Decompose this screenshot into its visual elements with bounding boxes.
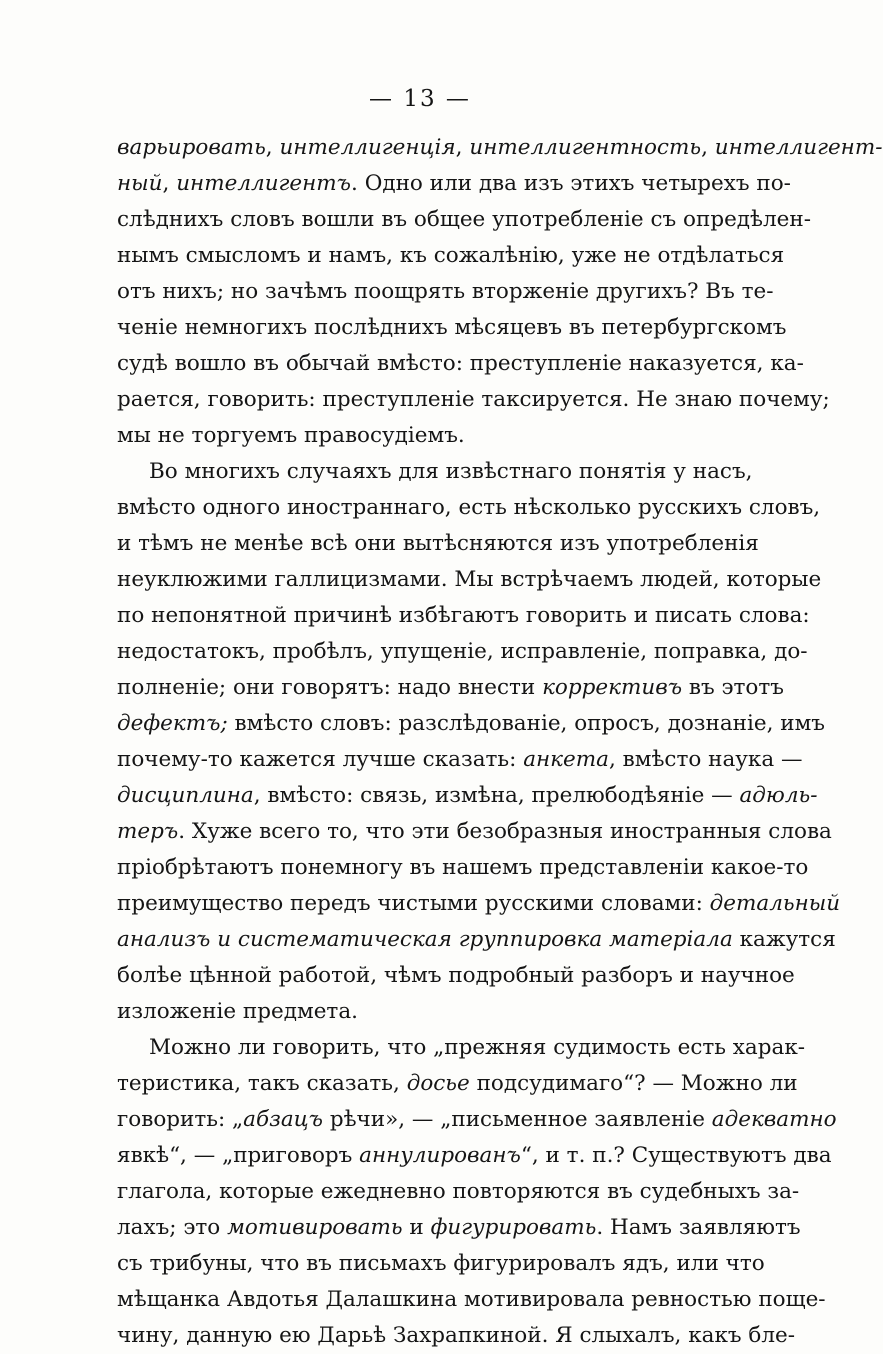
italic-term: адюль- (739, 783, 818, 808)
text-line (117, 562, 822, 598)
italic-term: досье (406, 1071, 470, 1096)
text-line (117, 202, 811, 238)
italic-term: дисциплина (117, 783, 254, 808)
text-line (117, 958, 795, 994)
text-line (117, 1318, 795, 1354)
text-segment: . Хуже всего то, что эти безобразныя иностранныя слова (178, 819, 832, 844)
italic-term: мотивировать (227, 1215, 403, 1240)
text-segment: рается, говорить: преступленіе таксируется. Не знаю почему; (117, 387, 830, 412)
italic-term: адекватно (711, 1107, 837, 1132)
text-line (117, 1138, 832, 1174)
text-line (117, 274, 774, 310)
text-segment: , вмѣсто наука — (608, 747, 803, 772)
text-segment: отъ нихъ; но зачѣмъ поощрять вторженіе другихъ? Въ те- (117, 279, 774, 304)
text-line (117, 634, 808, 670)
text-line (117, 922, 836, 958)
text-line (117, 1174, 800, 1210)
text-segment: чину, данную ею Дарьѣ Захрапкиной. Я слыхалъ, какъ бле- (117, 1323, 795, 1348)
text-segment: , (162, 171, 177, 196)
text-segment: . Намъ заявляютъ (596, 1215, 801, 1240)
text-segment: болѣе цѣнной работой, чѣмъ подробный разборъ и научное (117, 963, 795, 988)
italic-term: интеллигент- (714, 135, 883, 160)
italic-term: анкета (523, 747, 609, 772)
text-line (117, 742, 803, 778)
italic-term: интеллигентность (469, 135, 702, 160)
text-segment: лахъ; это (117, 1215, 228, 1240)
text-line (117, 346, 804, 382)
page-number: — 13 — (369, 86, 471, 112)
text-segment: и (402, 1215, 431, 1240)
text-segment: “, и т. п.? Существуютъ два (520, 1143, 832, 1168)
italic-term: фигурировать (430, 1215, 597, 1240)
text-segment: , (701, 135, 715, 160)
italic-term: абзацъ (243, 1107, 323, 1132)
text-segment: ченіе немногихъ послѣднихъ мѣсяцевъ въ петербургскомъ (117, 315, 787, 340)
text-segment: преимущество передъ чистыми русскими словами: (117, 891, 710, 916)
text-line (117, 490, 821, 526)
text-segment: вмѣсто одного иностраннаго, есть нѣсколько русскихъ словъ, (117, 495, 821, 520)
italic-term: дефектъ; (117, 711, 228, 736)
text-segment: полненіе; они говорятъ: надо внести (117, 675, 543, 700)
text-line (117, 598, 810, 634)
text-line (117, 418, 727, 454)
text-line (117, 886, 841, 922)
text-line (117, 814, 832, 850)
text-line (117, 1246, 765, 1282)
text-segment: . Одно или два изъ этихъ четырехъ по- (351, 171, 791, 196)
text-line (117, 670, 784, 706)
text-segment: , вмѣсто: связь, измѣна, прелюбодѣяніе — (253, 783, 740, 808)
body-text (117, 130, 883, 1354)
text-line (117, 1210, 801, 1246)
text-segment: говорить: „ (117, 1107, 244, 1132)
text-line (117, 310, 787, 346)
text-segment: съ трибуны, что въ письмахъ фигурировалъ ядъ, или что (117, 1251, 765, 1276)
text-segment: теристика, такъ сказать, (117, 1071, 407, 1096)
text-segment: неуклюжими галлицизмами. Мы встрѣчаемъ людей, которые (117, 567, 822, 592)
text-segment: глагола, которые ежедневно повторяются въ судебныхъ за- (117, 1179, 800, 1204)
italic-term: детальный (709, 891, 841, 916)
text-segment: , (455, 135, 470, 160)
text-segment: вмѣсто словъ: разслѣдованіе, опросъ, дознаніе, имъ (227, 711, 825, 736)
text-segment: слѣднихъ словъ вошли въ общее употребленіе съ опредѣлен- (117, 207, 811, 232)
text-line (117, 382, 830, 418)
text-line (117, 1066, 798, 1102)
italic-term: интеллигенція (279, 135, 456, 160)
italic-term: варьировать (117, 135, 266, 160)
text-line (117, 1102, 837, 1138)
text-segment: Можно ли говорить, что „прежняя судимость есть харак- (149, 1035, 806, 1060)
text-segment: Во многихъ случаяхъ для извѣстнаго понятія у насъ, (149, 459, 753, 484)
text-segment: пріобрѣтаютъ понемногу въ нашемъ представленіи какое-то (117, 855, 809, 880)
text-segment: изложеніе предмета. (117, 999, 358, 1024)
text-segment: почему-то кажется лучше сказать: (117, 747, 524, 772)
text-segment: и тѣмъ не менѣе всѣ они вытѣсняются изъ употребленія (117, 531, 759, 556)
text-segment: подсудимаго“? — Можно ли (469, 1071, 798, 1096)
italic-term: анализъ и систематическая группировка матеріала (117, 927, 733, 952)
text-segment: , (265, 135, 280, 160)
text-segment: мѣщанка Авдотья Далашкина мотивировала ревностью поще- (117, 1287, 826, 1312)
text-segment: явкѣ“, — „приговоръ (117, 1143, 360, 1168)
italic-term: аннулированъ (359, 1143, 521, 1168)
italic-term: ный (117, 171, 163, 196)
text-line (117, 994, 727, 1030)
text-segment: мы не торгуемъ правосудіемъ. (117, 423, 465, 448)
text-line (117, 454, 753, 490)
text-line (117, 778, 818, 814)
text-segment: въ этотъ (682, 675, 784, 700)
text-line (117, 238, 785, 274)
text-segment: нымъ смысломъ и намъ, къ сожалѣнію, уже не отдѣлаться (117, 243, 785, 268)
text-line (117, 706, 825, 742)
italic-term: коррективъ (542, 675, 683, 700)
text-line (117, 166, 791, 202)
text-segment: по непонятной причинѣ избѣгаютъ говорить и писать слова: (117, 603, 810, 628)
text-line (117, 130, 883, 166)
text-segment: судѣ вошло въ обычай вмѣсто: преступленіе наказуется, ка- (117, 351, 804, 376)
text-line (117, 526, 759, 562)
italic-term: теръ (117, 819, 179, 844)
text-segment: рѣчи», — „письменное заявленіе (323, 1107, 712, 1132)
text-segment: кажутся (732, 927, 836, 952)
text-line (117, 1282, 826, 1318)
text-line (117, 1030, 806, 1066)
italic-term: интеллигентъ (176, 171, 352, 196)
text-line (117, 850, 809, 886)
text-segment: недостатокъ, пробѣлъ, упущеніе, исправленіе, поправка, до- (117, 639, 808, 664)
